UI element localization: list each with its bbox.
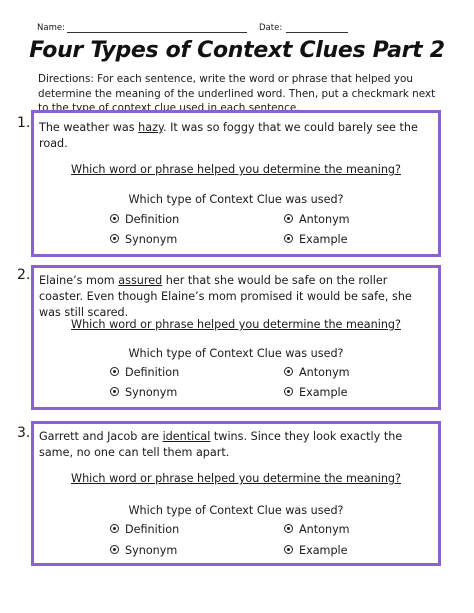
header-line — [37, 20, 437, 38]
radio-icon — [110, 367, 119, 376]
radio-icon — [284, 545, 293, 554]
option-antonym[interactable]: Antonym — [284, 523, 350, 536]
radio-icon — [110, 524, 119, 533]
radio-icon — [284, 524, 293, 533]
radio-icon — [284, 367, 293, 376]
question-sentence — [39, 273, 434, 321]
sentence-text: her that she would be safe on the roller coaster. Even though Elaine’s mom promised it would be safe, she was still scared. — [39, 274, 412, 319]
radio-icon — [110, 234, 119, 243]
target-word: assured — [118, 274, 163, 287]
radio-icon — [284, 234, 293, 243]
question-sentence — [39, 120, 434, 152]
option-synonym[interactable]: Synonym — [110, 233, 177, 246]
radio-icon — [110, 214, 119, 223]
date-field[interactable] — [286, 32, 348, 33]
option-definition[interactable]: Definition — [110, 213, 179, 226]
date-label: Date: — [259, 23, 283, 33]
answer-prompt: Which word or phrase helped you determine the meaning? — [71, 472, 401, 485]
option-example[interactable]: Example — [284, 233, 348, 246]
question-box — [31, 421, 441, 566]
worksheet-title: Four Types of Context Clues Part 2 — [29, 38, 445, 63]
option-synonym[interactable]: Synonym — [110, 544, 177, 557]
option-example[interactable]: Example — [284, 386, 348, 399]
sentence-text: Garrett and Jacob are — [39, 430, 163, 443]
option-definition[interactable]: Definition — [110, 366, 179, 379]
directions-text: Directions: For each sentence, write the word or phrase that helped you determine the meaning of the underlined word. Then, put a checkmark next to the type of context clue used in each sentence. — [38, 73, 436, 114]
target-word: hazy — [138, 121, 164, 134]
clue-type-question: Which type of Context Clue was used? — [128, 347, 344, 360]
clue-type-question: Which type of Context Clue was used? — [128, 193, 344, 206]
sentence-text: twins. Since they look exactly the same, no one can tell them apart. — [39, 430, 403, 459]
option-example[interactable]: Example — [284, 544, 348, 557]
question-number: 2. — [17, 267, 31, 283]
radio-icon — [284, 214, 293, 223]
question-sentence — [39, 429, 434, 461]
name-label: Name: — [37, 23, 65, 33]
question-number: 3. — [17, 425, 31, 441]
option-synonym[interactable]: Synonym — [110, 386, 177, 399]
name-field[interactable] — [67, 32, 247, 33]
answer-prompt: Which word or phrase helped you determine the meaning? — [71, 163, 401, 176]
option-antonym[interactable]: Antonym — [284, 366, 350, 379]
answer-prompt: Which word or phrase helped you determine the meaning? — [71, 318, 401, 331]
clue-type-question: Which type of Context Clue was used? — [128, 504, 344, 517]
radio-icon — [110, 387, 119, 396]
question-box — [31, 110, 441, 257]
sentence-text: Elaine’s mom — [39, 274, 119, 287]
question-box — [31, 265, 441, 410]
option-antonym[interactable]: Antonym — [284, 213, 350, 226]
sentence-text: . It was so foggy that we could barely see the road. — [39, 121, 418, 150]
target-word: identical — [162, 430, 211, 443]
option-definition[interactable]: Definition — [110, 523, 179, 536]
question-number: 1. — [17, 115, 31, 131]
sentence-text: The weather was — [39, 121, 139, 134]
radio-icon — [284, 387, 293, 396]
radio-icon — [110, 545, 119, 554]
